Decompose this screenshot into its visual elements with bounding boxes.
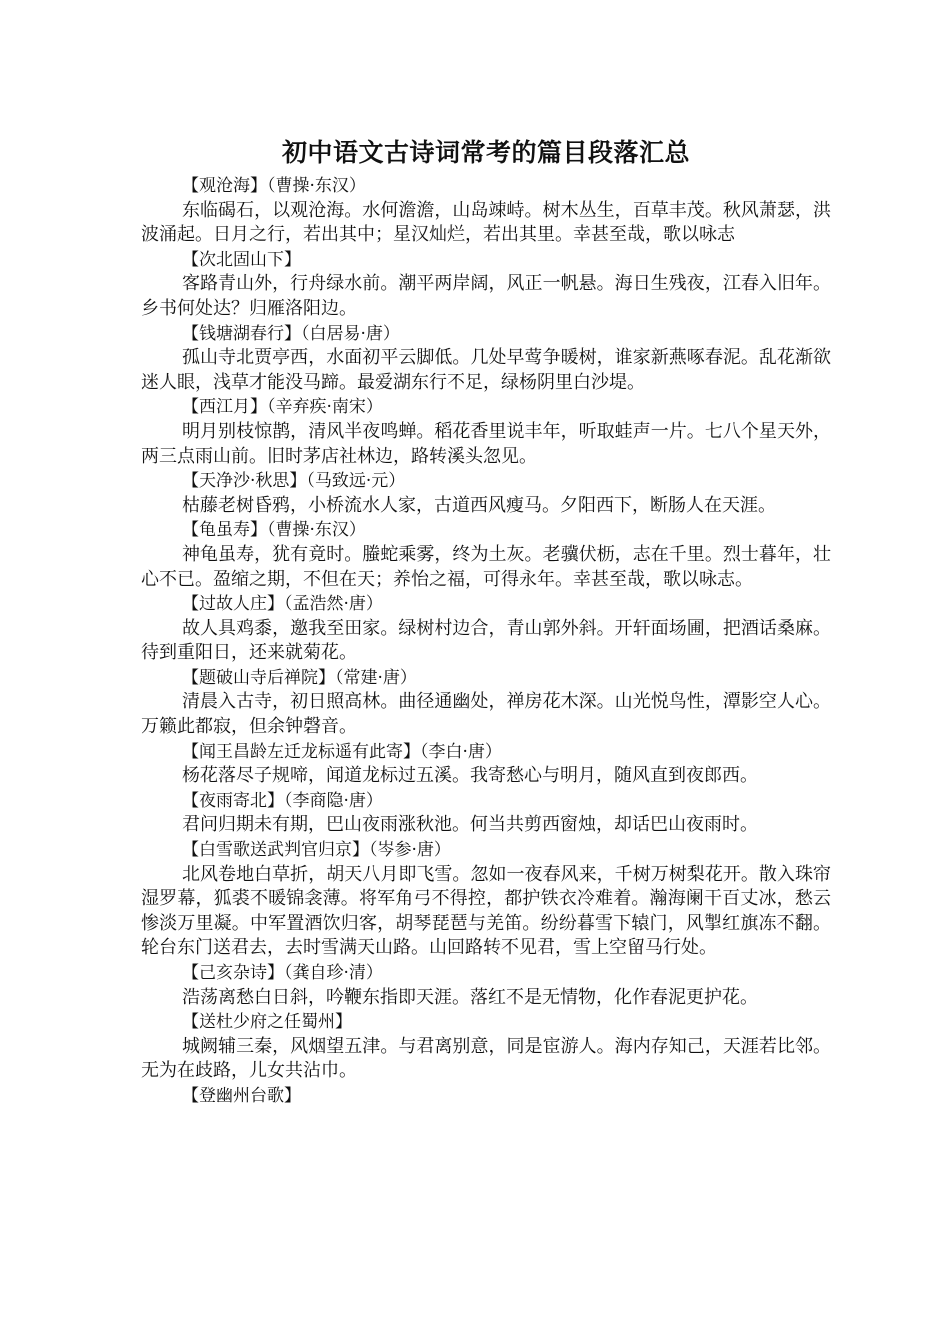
poem-heading: 【次北固山下】	[182, 249, 301, 270]
poem-qian-tang-hu-chun-xing	[141, 322, 831, 396]
poem-text: 故人具鸡黍，邀我至田家。绿树村边合，青山郭外斜。开轩面场圃，把酒话桑麻。待到重阳日，还来就菊花。	[141, 617, 831, 664]
document-page	[141, 136, 831, 1109]
poem-heading: 【天净沙·秋思】（马致远·元）	[182, 471, 406, 492]
poem-xi-jiang-yue	[141, 395, 831, 469]
poem-deng-you-zhou-tai-ge	[141, 1084, 831, 1109]
poem-guo-gu-ren-zhuang	[141, 592, 831, 666]
poem-heading: 【己亥杂诗】（龚自珍·清）	[182, 963, 383, 983]
poem-heading: 【送杜少府之任蜀州】	[182, 1012, 352, 1033]
poem-guan-cang-hai	[141, 174, 831, 248]
poem-heading: 【登幽州台歌】	[182, 1085, 301, 1106]
poem-song-du-shao-fu	[141, 1010, 831, 1084]
poem-text: 浩荡离愁白日斜，吟鞭东指即天涯。落红不是无情物，化作春泥更护花。	[182, 986, 758, 1008]
poem-text: 东临碣石，以观沧海。水何澹澹，山岛竦峙。树木丛生，百草丰茂。秋风萧瑟，洪波涌起。日月之行，若出其中；星汉灿烂，若出其里。幸甚至哉，歌以咏志	[141, 199, 831, 246]
poem-heading: 【西江月】（辛弃疾·南宋）	[182, 397, 383, 418]
poem-heading: 【夜雨寄北】（李商隐·唐）	[182, 790, 383, 811]
poem-gui-sui-shou	[141, 518, 831, 592]
poem-heading: 【钱塘湖春行】（白居易·唐）	[182, 323, 400, 344]
poem-text: 清晨入古寺，初日照高林。曲径通幽处，禅房花木深。山光悦鸟性，潭影空人心。万籁此都寂，但余钟磬音。	[141, 691, 831, 738]
poem-text: 北风卷地白草折，胡天八月即飞雪。忽如一夜春风来，千树万树梨花开。散入珠帘湿罗幕，狐裘不暖锦衾薄。将军角弓不得控，都护铁衣冷难着。瀚海阑干百丈冰，愁云惨淡万里凝。中军置酒饮归客，胡琴琵琶与羌笛。纷纷暮雪下辕门，风掣红旗冻不翻。轮台东门送君去，去时雪满天山路。山回路转不见君，雪上空留马行处。	[141, 863, 831, 959]
poem-heading: 【龟虽寿】（曹操·东汉）	[182, 520, 366, 541]
poem-text: 客路青山外，行舟绿水前。潮平两岸阔，风正一帆悬。海日生残夜，江春入旧年。乡书何处达？归雁洛阳边。	[141, 273, 831, 319]
document-title: 初中语文古诗词常考的篇目段落汇总	[281, 138, 690, 167]
poem-tian-jing-sha-qiu-si	[141, 469, 831, 518]
poem-ji-hai-za-shi	[141, 961, 831, 1010]
poem-ti-po-shan-si-hou-chan-yuan	[141, 666, 831, 740]
poem-ye-yu-ji-bei	[141, 789, 831, 838]
poem-text: 君问归期未有期，巴山夜雨涨秋池。何当共剪西窗烛，却话巴山夜雨时。	[182, 814, 758, 836]
poem-bai-xue-ge	[141, 838, 831, 961]
poem-heading: 【白雪歌送武判官归京】（岑参·唐）	[182, 840, 451, 861]
poem-heading: 【闻王昌龄左迁龙标遥有此寄】（李白·唐）	[182, 741, 502, 762]
poem-text: 杨花落尽子规啼，闻道龙标过五溪。我寄愁心与明月，随风直到夜郎西。	[182, 765, 758, 787]
poem-text: 枯藤老树昏鸦，小桥流水人家，古道西风瘦马。夕阳西下，断肠人在天涯。	[182, 494, 776, 516]
poem-heading: 【题破山寺后禅院】（常建·唐）	[182, 667, 417, 688]
poem-text: 孤山寺北贾亭西，水面初平云脚低。几处早莺争暖树，谁家新燕啄春泥。乱花渐欲迷人眼，浅草才能没马蹄。最爱湖东行不足，绿杨阴里白沙堤。	[141, 347, 831, 393]
poem-text: 明月别枝惊鹊，清风半夜鸣蝉。稻花香里说丰年，听取蛙声一片。七八个星天外，两三点雨山前。旧时茅店社林边，路转溪头忽见。	[141, 420, 831, 467]
poem-heading: 【观沧海】（曹操·东汉）	[182, 176, 366, 196]
poem-text: 城阙辅三秦，风烟望五津。与君离别意，同是宦游人。海内存知己，天涯若比邻。无为在歧路，儿女共沾巾。	[141, 1035, 831, 1082]
poem-heading: 【过故人庄】（孟浩然·唐）	[182, 594, 383, 615]
poem-text: 神龟虽寿，犹有竟时。螣蛇乘雾，终为土灰。老骥伏枥，志在千里。烈士暮年，壮心不已。盈缩之期，不但在天；养怡之福，可得永年。幸甚至哉，歌以咏志。	[141, 543, 831, 590]
poem-ci-bei-gu-shan-xia	[141, 248, 831, 322]
poem-wen-wang-chang-ling	[141, 740, 831, 789]
